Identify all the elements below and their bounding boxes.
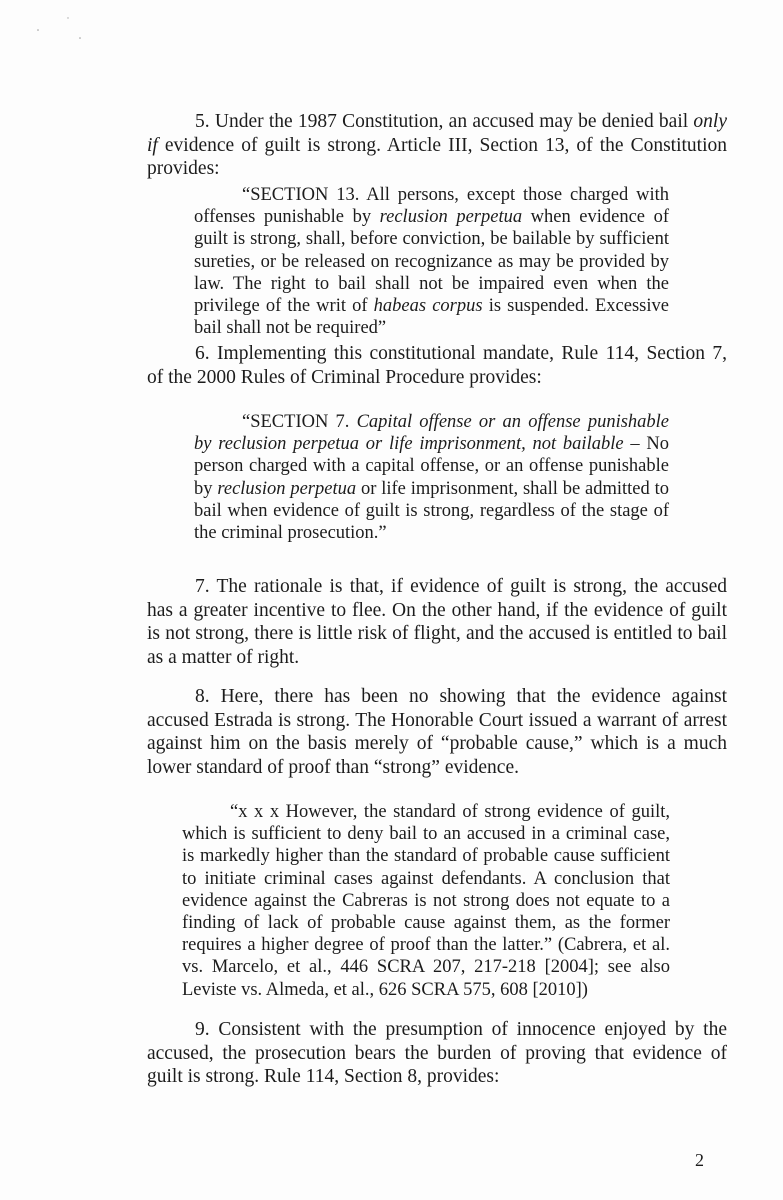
paragraph-5-emphasis: only if [147,111,727,156]
quote-1-emphasis-a: reclusion perpetua [379,207,523,228]
paragraph-7 [147,575,727,669]
quote-1-text-c: is suspended. Excessive bail shall not be required” [194,296,669,339]
scan-specks [30,12,90,52]
quote-section-7 [194,411,669,544]
quote-1-text-a: “SECTION 13. All persons, except those charged with offenses punishable by [194,185,669,228]
paragraph-7-text: 7. The rationale is that, if evidence of guilt is strong, the accused has a greater incentive to flee. On the other hand, if the evidence of guilt is not strong, there is little risk of flight, and the accused is entitled to bail as a matter of right. [147,576,727,668]
quote-cabrera [182,801,670,1001]
quote-2-emphasis-a: Capital offense or an offense punishable by reclusion perpetua or life imprisonment, not bailable [194,412,670,455]
quote-2-text-b: – No person charged with a capital offense, or an offense punishable by [194,434,669,499]
quote-2-emphasis-b: reclusion perpetua [217,478,357,499]
quote-2-text-c: or life imprisonment, shall be admitted to bail when evidence of guilt is strong, regardless of the stage of the criminal prosecution.” [194,478,670,544]
paragraph-5-text-b: evidence of guilt is strong. Article III, Section 13, of the Constitution provides: [147,134,727,179]
quote-3-text: “x x x However, the standard of strong evidence of guilt, which is sufficient to deny bail to an accused in a criminal case, is markedly higher than the standard of probable cause sufficient to initiate criminal cases against defendants. A conclusion that evidence against the Cabreras is not strong does not equate to a finding of lack of probable cause against them, as the former requires a higher degree of proof than the latter.” (Cabrera, et al. vs. Marcelo, et al., 446 SCRA 207, 217-218 [2004]; see also Leviste vs. Almeda, et al., 626 SCRA 575, 608 [2010]) [182,802,670,1000]
paragraph-5 [147,110,727,181]
paragraph-6-text: 6. Implementing this constitutional mandate, Rule 114, Section 7, of the 2000 Rules of Criminal Procedure provides: [147,343,727,388]
paragraph-9 [147,1018,727,1089]
quote-section-13 [194,184,669,339]
paragraph-8 [147,685,727,779]
paragraph-9-text: 9. Consistent with the presumption of innocence enjoyed by the accused, the prosecution bears the burden of proving that evidence of guilt is strong. Rule 114, Section 8, provides: [147,1019,727,1087]
quote-1-text-b: when evidence of guilt is strong, shall, before conviction, be bailable by sufficient sureties, or be released on recognizance as may be provided by law. The right to bail shall not be impaired even when the privilege of the writ of [194,207,669,317]
paragraph-8-text: 8. Here, there has been no showing that the evidence against accused Estrada is strong. The Honorable Court issued a warrant of arrest against him on the basis merely of “probable cause,” which is a much lower standard of proof than “strong” evidence. [147,686,727,778]
quote-2-text-a: “SECTION 7. [242,412,357,432]
page-number: 2 [695,1150,704,1170]
paragraph-5-text-a: 5. Under the 1987 Constitution, an accused may be denied bail [195,111,694,132]
quote-1-emphasis-b: habeas corpus [373,296,483,317]
paragraph-6 [147,342,727,389]
